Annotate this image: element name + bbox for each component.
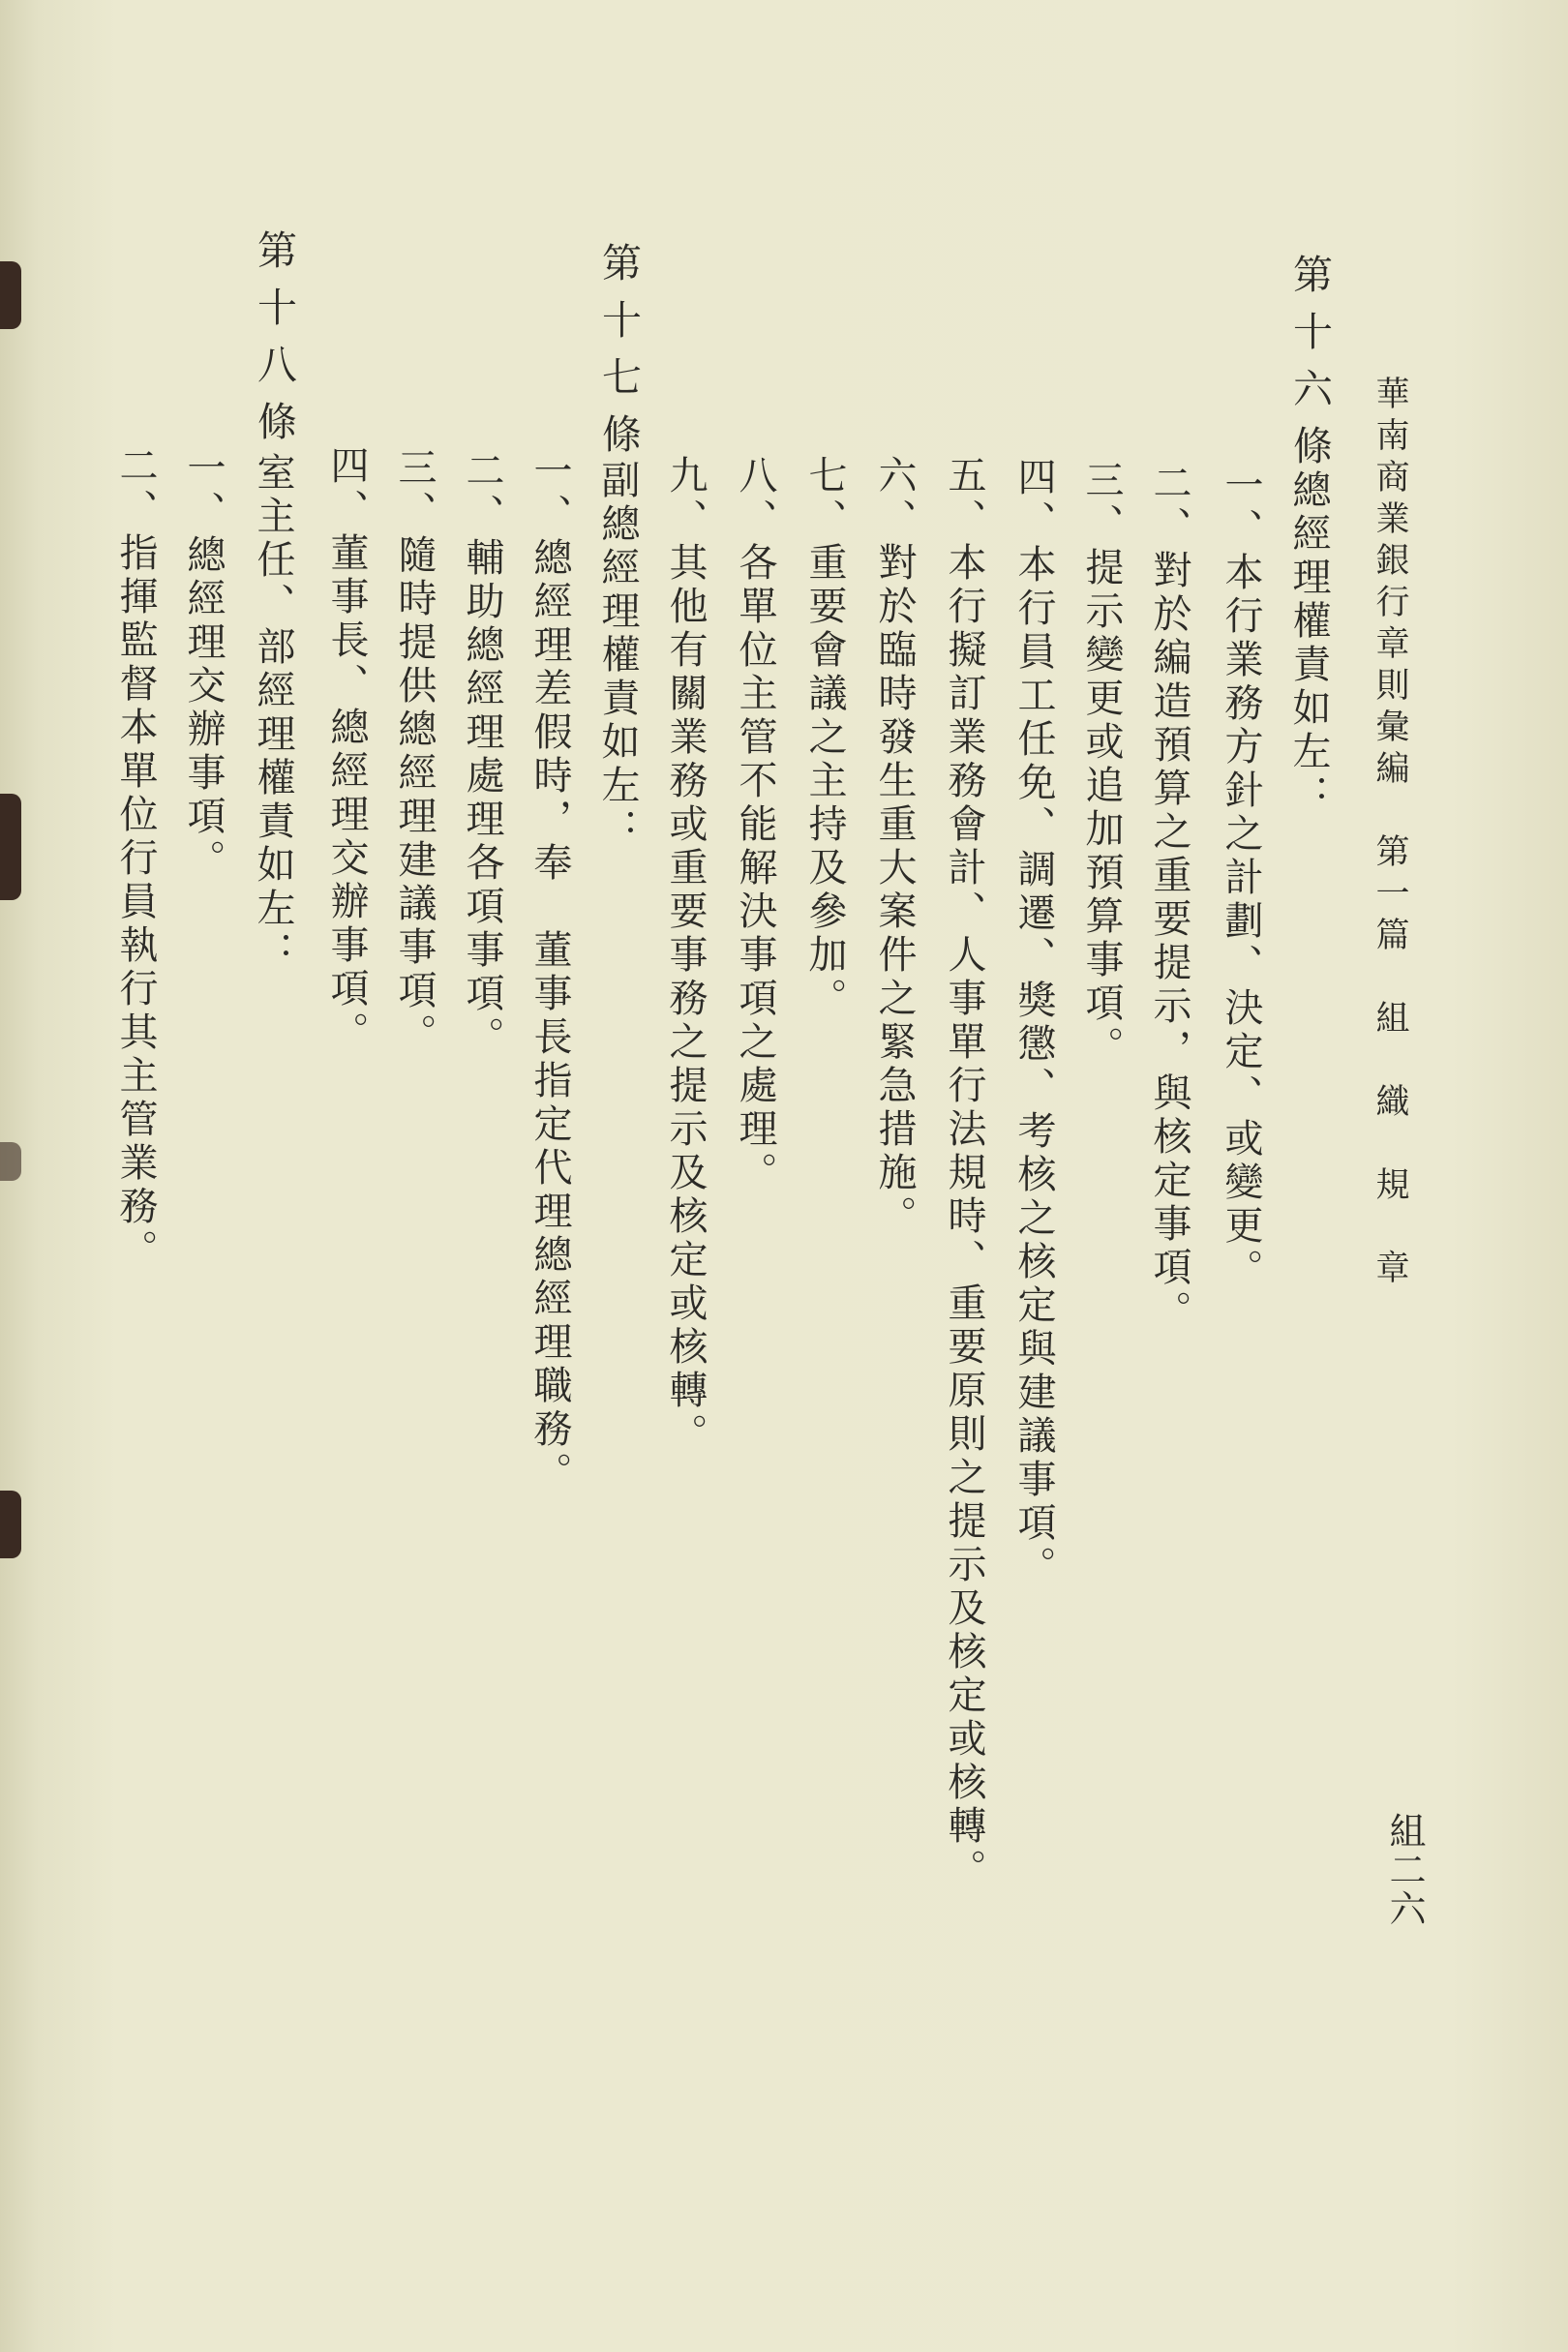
binding-mark xyxy=(0,1491,21,1558)
article-item: 五、本行擬訂業務會計、人事單行法規時、重要原則之提示及核定或核轉。 xyxy=(942,455,986,1892)
article-item: 四、本行員工任免、調遷、獎懲、考核之核定與建議事項。 xyxy=(1011,457,1056,1589)
article-item: 一、總經理差假時，奉 董事長指定代理總經理職務。 xyxy=(528,450,572,1495)
article-item: 九、其他有關業務或重要事務之提示及核定或核轉。 xyxy=(663,455,708,1457)
article-item: 八、各單位主管不能解決事項之處理。 xyxy=(733,455,777,1195)
article-item: 二、對於編造預算之重要提示，與核定事項。 xyxy=(1147,463,1191,1334)
article-item: 三、隨時提供總經理建議事項。 xyxy=(392,447,437,1057)
binding-mark xyxy=(0,261,21,329)
page-number: 組二六 xyxy=(1383,1812,1426,1928)
article-item: 四、董事長、總經理交辦事項。 xyxy=(324,445,369,1055)
running-header: 華南商業銀行章則彙編 第一篇 組 織 規 章 xyxy=(1371,376,1409,1291)
article-intro: 總經理權責如左： xyxy=(1286,469,1331,818)
article-item: 一、總經理交辦事項。 xyxy=(181,447,226,883)
article-intro: 室主任、部經理權責如左： xyxy=(251,452,295,975)
binding-mark xyxy=(0,1142,21,1181)
article-heading: 第十七條 xyxy=(595,242,642,470)
article-item: 二、指揮監督本單位行員執行其主管業務。 xyxy=(113,445,158,1273)
binding-mark xyxy=(0,794,21,900)
article-intro: 副總經理權責如左： xyxy=(595,460,640,852)
article-item: 七、重要會議之主持及參加。 xyxy=(802,455,847,1021)
article-item: 一、本行業務方針之計劃、決定、或變更。 xyxy=(1219,465,1263,1292)
article-item: 三、提示變更或追加預算事項。 xyxy=(1079,460,1124,1070)
article-heading: 第十六條 xyxy=(1286,254,1333,482)
article-heading: 第十八條 xyxy=(251,229,297,458)
article-item: 六、對於臨時發生重大案件之緊急措施。 xyxy=(872,455,917,1239)
article-item: 二、輔助總經理處理各項事項。 xyxy=(460,450,504,1060)
